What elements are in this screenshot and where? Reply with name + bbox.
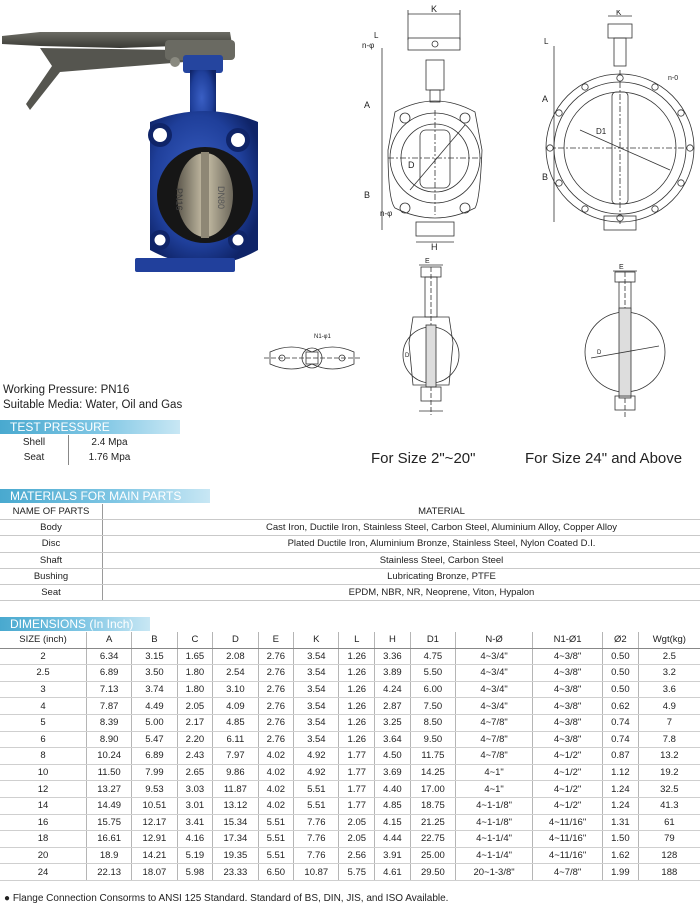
dimension-cell: 4.92 [294,748,339,765]
dimension-cell: 7.13 [87,681,132,698]
dimension-cell: 4.9 [638,698,700,715]
dimension-cell: 13.2 [638,748,700,765]
dim-label-k: K [431,4,438,14]
dimension-cell: 2.87 [375,698,411,715]
dimension-cell: 2.20 [177,731,213,748]
dim-label-h: H [431,242,438,250]
column-header: Wgt(kg) [638,632,700,648]
size-cell: 8 [0,748,87,765]
dimension-cell: 19.35 [213,847,258,864]
column-header-name: NAME OF PARTS [0,504,103,520]
dimension-cell: 4.75 [410,648,455,665]
size-cell: 2 [0,648,87,665]
dimension-cell: 4~1/2" [533,797,603,814]
dimension-cell: 2.43 [177,748,213,765]
table-row [0,520,700,536]
dimension-cell: 15.75 [87,814,132,831]
pressure-value: 1.76 Mpa [88,452,131,463]
dim-label-d-section-large: D [597,350,602,356]
dim-label-a: A [364,100,371,110]
dimension-cell: 14.21 [132,847,177,864]
dimension-cell: 1.77 [339,764,375,781]
dimension-cell: 7.8 [638,731,700,748]
size-cell: 4 [0,698,87,715]
dimension-cell: 2.05 [339,831,375,848]
dimension-cell: 1.26 [339,681,375,698]
part-material: Stainless Steel, Carbon Steel [103,552,700,568]
dimension-cell: 2.05 [339,814,375,831]
size-cell: 12 [0,781,87,798]
dim-label-n-zero: n-0 [668,75,679,82]
dimension-cell: 3.54 [294,665,339,682]
dimension-cell: 10.51 [132,797,177,814]
dimension-cell: 6.00 [410,681,455,698]
dimension-cell: 13.27 [87,781,132,798]
dimension-cell: 1.50 [603,831,639,848]
dimension-cell: 4~3/8" [533,714,603,731]
dimension-cell: 0.62 [603,698,639,715]
dimension-cell: 4~3/8" [533,665,603,682]
dimension-cell: 4.02 [258,797,294,814]
top-view-drawing [262,330,362,380]
table-row [0,714,700,731]
dimension-cell: 7.50 [410,698,455,715]
dimension-cell: 3.54 [294,648,339,665]
dimension-cell: 4~1/2" [533,781,603,798]
dimension-cell: 18.07 [132,864,177,881]
dim-label-a-large: A [542,94,549,104]
dimension-cell: 1.26 [339,665,375,682]
dimension-cell: 11.50 [87,764,132,781]
dimension-cell: 3.01 [177,797,213,814]
dimension-cell: 4.61 [375,864,411,881]
table-row [0,552,700,568]
dimension-cell: 5.98 [177,864,213,881]
dimension-cell: 0.50 [603,681,639,698]
table-row [0,584,700,600]
table-row [0,731,700,748]
dimension-cell: 4~3/8" [533,731,603,748]
dimension-cell: 4.40 [375,781,411,798]
dimension-cell: 1.62 [603,847,639,864]
dim-label-l: L [374,31,379,40]
part-material: Cast Iron, Ductile Iron, Stainless Steel, Carbon Steel, Aluminium Alloy, Copper Alloy [103,520,700,536]
dimension-cell: 4~3/4" [456,665,533,682]
dimension-cell: 11.75 [410,748,455,765]
suitable-media: Suitable Media: Water, Oil and Gas [3,399,183,411]
dimension-cell: 29.50 [410,864,455,881]
dimension-cell: 4~3/8" [533,648,603,665]
dimension-cell: 7.99 [132,764,177,781]
dimension-cell: 9.50 [410,731,455,748]
dimension-cell: 4.09 [213,698,258,715]
dimension-cell: 1.99 [603,864,639,881]
dimension-cell: 2.08 [213,648,258,665]
dimension-cell: 128 [638,847,700,864]
bullet-icon: ● [4,893,13,904]
dimension-cell: 4.49 [132,698,177,715]
dimension-cell: 5.51 [258,831,294,848]
dimension-cell: 9.86 [213,764,258,781]
dimension-cell: 5.51 [258,814,294,831]
dim-label-e: E [425,258,430,265]
dimension-cell: 7 [638,714,700,731]
table-header-row [0,632,700,648]
table-row [0,797,700,814]
dimension-cell: 5.51 [258,847,294,864]
table-row [0,698,700,715]
dimension-cell: 2.65 [177,764,213,781]
dimension-cell: 22.13 [87,864,132,881]
dimension-cell: 23.33 [213,864,258,881]
size-cell: 16 [0,814,87,831]
dimension-cell: 7.76 [294,847,339,864]
test-pressure-table [0,435,180,465]
dimension-cell: 18.9 [87,847,132,864]
dimension-cell: 19.2 [638,764,700,781]
materials-table [0,504,700,601]
dimension-cell: 5.75 [339,864,375,881]
body-mark: PN16 [174,188,184,211]
dimension-cell: 4~3/8" [533,681,603,698]
column-header: L [339,632,375,648]
dimension-cell: 4.24 [375,681,411,698]
dimension-cell: 2.56 [339,847,375,864]
valve-photo [0,0,260,280]
column-header: K [294,632,339,648]
dimension-cell: 16.61 [87,831,132,848]
dimension-cell: 2.05 [177,698,213,715]
dimension-cell: 1.77 [339,781,375,798]
table-header-row [0,504,700,520]
column-header: D [213,632,258,648]
dimension-cell: 5.50 [410,665,455,682]
column-header: Ø2 [603,632,639,648]
dimension-cell: 11.87 [213,781,258,798]
dimension-cell: 4~1/2" [533,748,603,765]
size-cell: 3 [0,681,87,698]
dim-label-n-phi: n-φ [362,41,375,50]
dim-label-d1: D1 [596,127,607,136]
dimension-cell: 4~11/16" [533,847,603,864]
dimension-cell: 4.16 [177,831,213,848]
dimension-cell: 4~7/8" [456,748,533,765]
dim-label-e-large: E [619,264,624,271]
table-row [0,681,700,698]
dimension-cell: 2.76 [258,648,294,665]
size-cell: 10 [0,764,87,781]
dimension-cell: 1.80 [177,681,213,698]
table-row [0,831,700,848]
dimension-cell: 1.12 [603,764,639,781]
dimension-cell: 41.3 [638,797,700,814]
dimension-cell: 14.25 [410,764,455,781]
dimension-cell: 7.76 [294,831,339,848]
pressure-value: 2.4 Mpa [91,437,128,448]
pressure-label: Shell [0,435,69,450]
dimension-cell: 3.2 [638,665,700,682]
dimension-cell: 3.03 [177,781,213,798]
dimension-cell: 1.26 [339,714,375,731]
dimension-cell: 4~7/8" [456,714,533,731]
dim-label-b: B [364,190,371,200]
table-row [0,665,700,682]
dimension-cell: 4~1-1/4" [456,847,533,864]
dimension-cell: 10.87 [294,864,339,881]
dimension-cell: 1.65 [177,648,213,665]
dimension-cell: 4.92 [294,764,339,781]
dimension-cell: 3.15 [132,648,177,665]
dimension-cell: 8.90 [87,731,132,748]
dimension-cell: 3.25 [375,714,411,731]
part-material: Plated Ductile Iron, Aluminium Bronze, Stainless Steel, Nylon Coated D.I. [103,536,700,552]
column-header: N-Ø [456,632,533,648]
dimension-cell: 25.00 [410,847,455,864]
part-name: Bushing [0,568,103,584]
column-header: D1 [410,632,455,648]
table-row [0,435,180,450]
dimension-cell: 4~1-1/8" [456,814,533,831]
dimension-cell: 14.49 [87,797,132,814]
dimension-cell: 4.15 [375,814,411,831]
table-row [0,764,700,781]
dimension-cell: 3.69 [375,764,411,781]
dimension-cell: 8.39 [87,714,132,731]
dim-label-k-large: K [616,10,622,17]
column-header: A [87,632,132,648]
part-name: Body [0,520,103,536]
dimension-cell: 0.74 [603,731,639,748]
footnote [4,893,448,904]
dimension-cell: 1.77 [339,748,375,765]
section-large-size [575,262,675,420]
dimension-cell: 3.54 [294,714,339,731]
size-cell: 18 [0,831,87,848]
dimension-cell: 4.85 [213,714,258,731]
column-header: N1-Ø1 [533,632,603,648]
dim-label-l-large: L [544,37,549,46]
dimension-cell: 2.76 [258,665,294,682]
dimension-cell: 7.97 [213,748,258,765]
dimension-cell: 0.74 [603,714,639,731]
dimension-cell: 17.00 [410,781,455,798]
dimension-cell: 7.76 [294,814,339,831]
dimension-cell: 22.75 [410,831,455,848]
table-row [0,814,700,831]
dimension-cell: 1.77 [339,797,375,814]
dimension-cell: 3.54 [294,681,339,698]
dimension-cell: 9.53 [132,781,177,798]
dimension-cell: 3.6 [638,681,700,698]
dimension-cell: 32.5 [638,781,700,798]
dimension-cell: 4.44 [375,831,411,848]
dimension-cell: 4~3/4" [456,681,533,698]
test-pressure-header: TEST PRESSURE [0,420,180,434]
dimension-cell: 2.5 [638,648,700,665]
dimension-cell: 188 [638,864,700,881]
pressure-label: Seat [0,450,69,465]
section-small-size [395,255,465,420]
size-cell: 20 [0,847,87,864]
dimension-cell: 10.24 [87,748,132,765]
dimension-cell: 4~3/8" [533,698,603,715]
column-header-material: MATERIAL [103,504,700,520]
table-row [0,450,180,465]
dimension-cell: 1.26 [339,648,375,665]
dimension-cell: 4~1" [456,764,533,781]
dimension-cell: 2.76 [258,698,294,715]
dimension-cell: 1.31 [603,814,639,831]
dim-label-d-section: D [405,353,410,359]
dimension-cell: 1.26 [339,698,375,715]
dimension-cell: 6.34 [87,648,132,665]
dimension-cell: 4~11/16" [533,814,603,831]
dimension-cell: 61 [638,814,700,831]
dimension-cell: 79 [638,831,700,848]
dimension-cell: 8.50 [410,714,455,731]
dim-label-n1-phi1: N1-φ1 [314,334,331,340]
disc-mark: DN80 [216,186,226,210]
dimension-cell: 12.91 [132,831,177,848]
dimension-cell: 1.80 [177,665,213,682]
table-row [0,568,700,584]
dim-label-n-phi-bottom: n-φ [380,209,393,218]
column-header: H [375,632,411,648]
dimension-cell: 12.17 [132,814,177,831]
dimension-cell: 6.89 [132,748,177,765]
dimension-cell: 0.50 [603,665,639,682]
dimension-cell: 17.34 [213,831,258,848]
dimension-cell: 4.50 [375,748,411,765]
dimension-cell: 4~7/8" [533,864,603,881]
dimension-cell: 4.02 [258,781,294,798]
dim-label-b-large: B [542,172,549,182]
dimension-cell: 3.50 [132,665,177,682]
table-row [0,864,700,881]
dimension-cell: 1.24 [603,797,639,814]
dimension-cell: 4~7/8" [456,731,533,748]
dimension-cell: 21.25 [410,814,455,831]
size-cell: 5 [0,714,87,731]
dimension-cell: 4~1" [456,781,533,798]
dimension-cell: 3.74 [132,681,177,698]
part-name: Disc [0,536,103,552]
dimension-cell: 3.64 [375,731,411,748]
dimension-cell: 5.00 [132,714,177,731]
dim-label-d: D [408,160,415,170]
dimension-cell: 3.54 [294,731,339,748]
size-cell: 14 [0,797,87,814]
dimension-cell: 1.24 [603,781,639,798]
materials-header: MATERIALS FOR MAIN PARTS [0,489,210,503]
part-material: EPDM, NBR, NR, Neoprene, Viton, Hypalon [103,584,700,600]
dimension-cell: 5.47 [132,731,177,748]
part-name: Shaft [0,552,103,568]
part-material: Lubricating Bronze, PTFE [103,568,700,584]
dimension-cell: 4.85 [375,797,411,814]
dimension-cell: 4~3/4" [456,648,533,665]
dimension-cell: 7.87 [87,698,132,715]
drawing-large-size [540,10,700,240]
dimension-cell: 15.34 [213,814,258,831]
part-name: Seat [0,584,103,600]
dimension-cell: 3.89 [375,665,411,682]
table-row [0,748,700,765]
dimension-cell: 6.89 [87,665,132,682]
caption-small-size: For Size 2"~20" [371,450,476,467]
dimension-cell: 3.10 [213,681,258,698]
dimension-cell: 4.02 [258,748,294,765]
dimension-cell: 5.51 [294,797,339,814]
dimension-cell: 4~1-1/8" [456,797,533,814]
dimension-cell: 20~1-3/8" [456,864,533,881]
dimension-cell: 18.75 [410,797,455,814]
dimensions-table [0,632,700,881]
dimension-cell: 3.36 [375,648,411,665]
dimensions-header: DIMENSIONS (In Inch) [0,617,150,631]
dimension-cell: 6.50 [258,864,294,881]
size-cell: 24 [0,864,87,881]
dimension-cell: 13.12 [213,797,258,814]
dimension-cell: 2.76 [258,731,294,748]
dimension-cell: 4~3/4" [456,698,533,715]
dimension-cell: 4~11/16" [533,831,603,848]
size-cell: 6 [0,731,87,748]
table-row [0,536,700,552]
dimension-cell: 4.02 [258,764,294,781]
dimension-cell: 2.76 [258,681,294,698]
column-header: E [258,632,294,648]
table-row [0,781,700,798]
dimension-cell: 5.51 [294,781,339,798]
dimension-cell: 1.26 [339,731,375,748]
column-header: C [177,632,213,648]
table-row [0,847,700,864]
dimension-cell: 0.50 [603,648,639,665]
size-cell: 2.5 [0,665,87,682]
dimension-cell: 4~1-1/4" [456,831,533,848]
dimension-cell: 6.11 [213,731,258,748]
dimension-cell: 0.87 [603,748,639,765]
dimension-cell: 2.54 [213,665,258,682]
drawing-small-size [360,0,510,250]
working-pressure: Working Pressure: PN16 [3,384,130,396]
dimension-cell: 3.41 [177,814,213,831]
dimension-cell: 3.91 [375,847,411,864]
dimension-cell: 5.19 [177,847,213,864]
dimension-cell: 2.17 [177,714,213,731]
column-header: B [132,632,177,648]
column-header: SIZE (inch) [0,632,87,648]
dimension-cell: 4~1/2" [533,764,603,781]
dimension-cell: 2.76 [258,714,294,731]
caption-large-size: For Size 24" and Above [525,450,683,467]
footnote-text: Flange Connection Consorms to ANSI 125 Standard. Standard of BS, DIN, JIS, and ISO Available. [12,893,449,904]
table-row [0,648,700,665]
dimension-cell: 3.54 [294,698,339,715]
